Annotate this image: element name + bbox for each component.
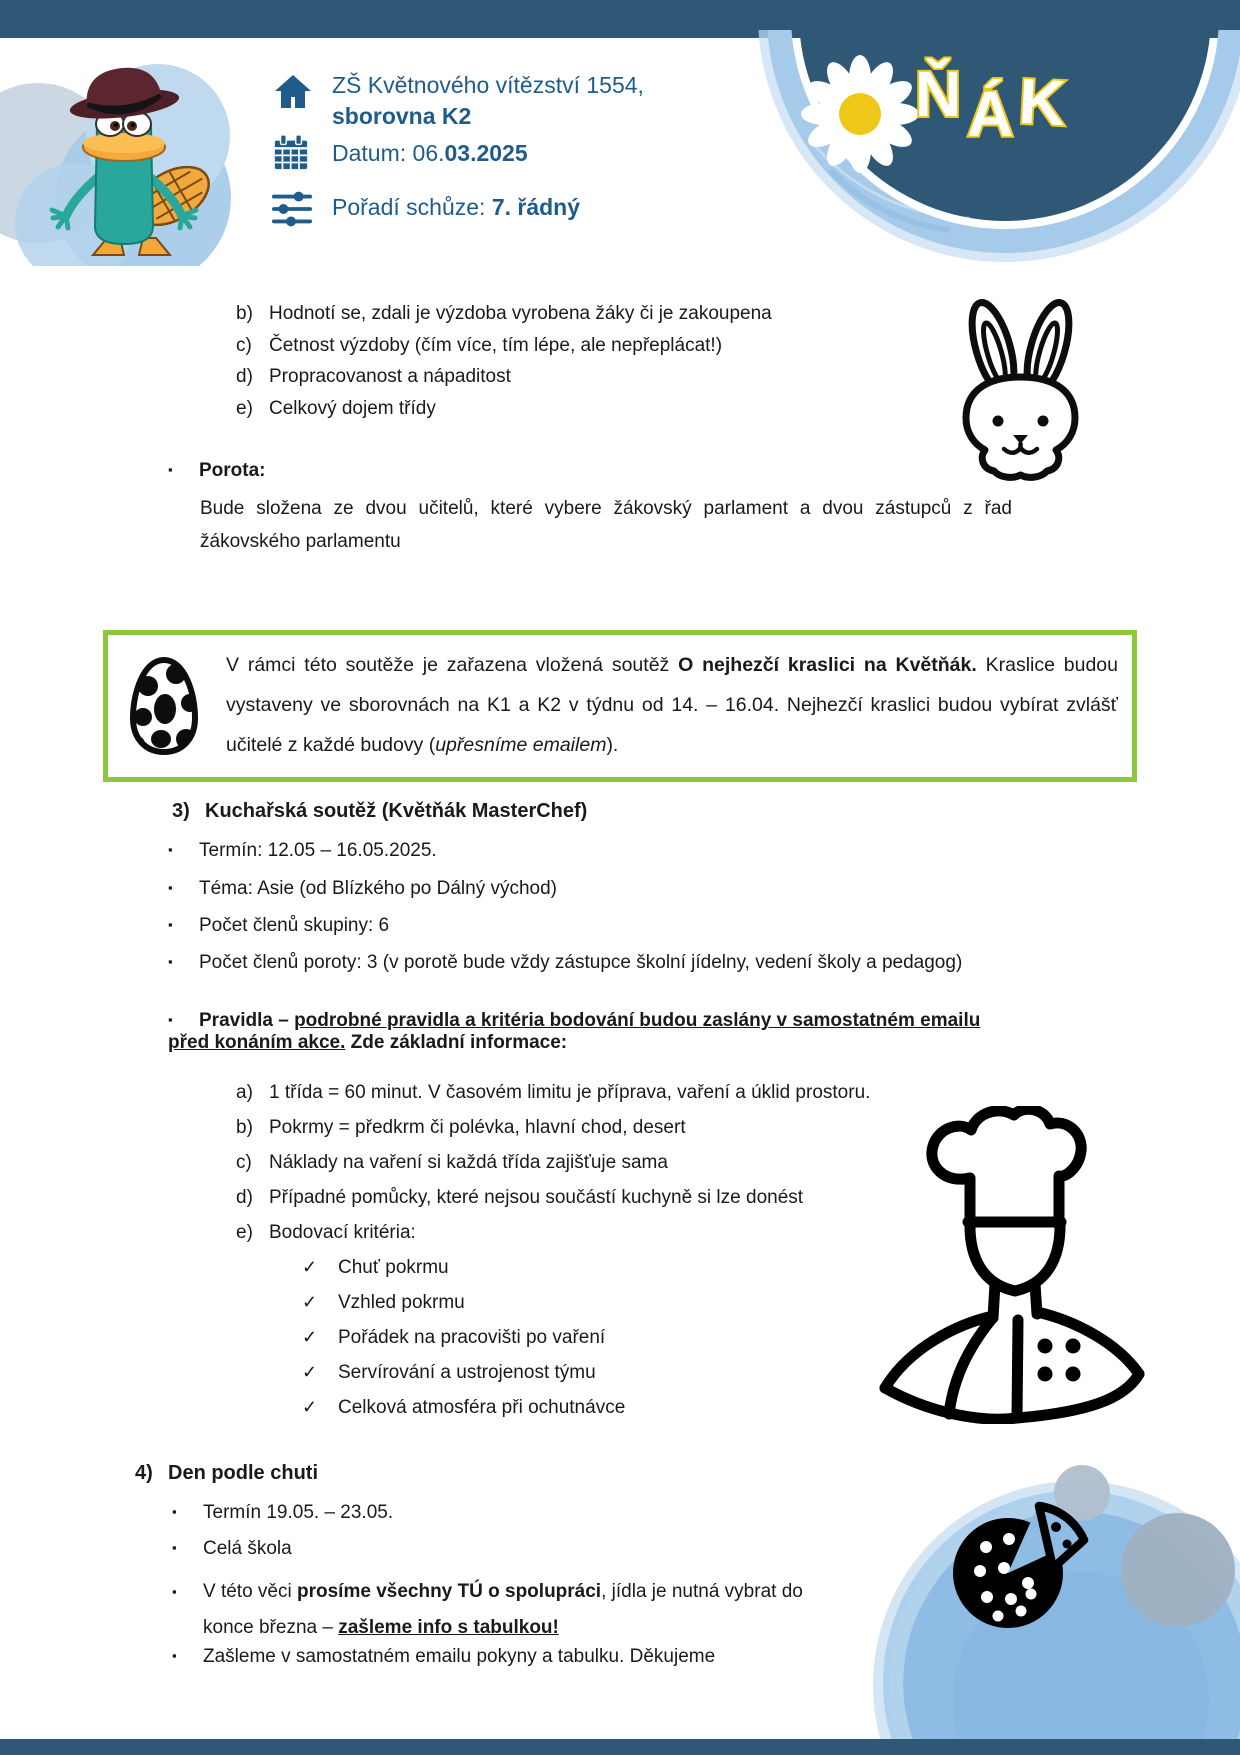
list-item [236,335,722,357]
info-item [236,1117,686,1139]
list-marker: c) [236,1152,252,1173]
list-item [236,303,772,325]
note-seg4: upřesníme emailem [435,734,607,756]
bullet-icon: ▪ [172,1648,177,1663]
note-seg5: ). [606,734,619,756]
criterion-item [302,1292,465,1314]
bullet-item [172,1646,715,1668]
bullet-item [172,1538,292,1560]
bullet-text: Téma: Asie (od Blízkého po Dálný východ) [199,878,558,899]
b3-seg2: prosíme všechny TÚ o spolupráci [297,1581,602,1602]
sliders-icon [271,188,313,230]
list-text: Hodnotí se, zdali je výzdoba vyrobena žáky či je zakoupena [269,303,772,324]
bullet-icon: ▪ [168,880,173,895]
list-item [236,398,436,420]
logo-letter-n: Ň [915,58,962,130]
criterion-text: Vzhled pokrmu [338,1292,465,1313]
chef-icon [865,1106,1165,1424]
check-icon: ✓ [302,1327,318,1347]
bullet-icon: ▪ [168,954,173,969]
list-marker: e) [236,1222,253,1243]
criterion-text: Chuť pokrmu [338,1257,449,1278]
order-prefix: Pořadí schůze: [332,194,492,220]
info-item [236,1082,870,1104]
date-prefix: Datum: 06. [332,140,445,166]
bullet-item [168,878,557,900]
bullet-item [172,1574,837,1646]
b3-seg1: V této věci [203,1581,297,1602]
section-number: 3) [172,800,190,822]
home-icon [273,72,313,112]
info-item [236,1152,668,1174]
pizza-blob [855,1398,1240,1755]
bullet-icon: ▪ [172,1504,177,1519]
criterion-item [302,1397,625,1419]
list-marker: d) [236,1187,253,1208]
bullet-text [203,1574,837,1646]
b3-seg3: , jídla je nutná vybrat do konce března – [203,1581,803,1638]
logo-letter-a: Á [967,78,1014,150]
info-item [236,1222,416,1244]
logo-letter-k: K [1017,64,1068,140]
info-item [236,1187,803,1209]
bullet-icon: ▪ [168,462,173,477]
bullet-item [168,952,962,974]
info-text: 1 třída = 60 minut. V časovém limitu je příprava, vaření a úklid prostoru. [269,1082,871,1103]
info-text: Pokrmy = předkrm či polévka, hlavní chod, desert [269,1117,686,1138]
list-marker: a) [236,1082,253,1103]
bunny-icon [948,290,1093,485]
porota-heading [168,460,266,482]
bullet-icon: ▪ [168,917,173,932]
info-text: Bodovací kritéria: [269,1222,416,1243]
school-address [332,70,644,132]
bottom-border-bar [0,1739,1240,1755]
bullet-text: Celá škola [203,1538,292,1559]
info-text: Případné pomůcky, které nejsou součástí kuchyně si lze donést [269,1187,804,1208]
list-marker: d) [236,366,253,387]
date-bold: 03.2025 [444,140,528,166]
bullet-icon: ▪ [172,1584,177,1599]
easter-note-box [103,630,1137,782]
easter-note-text [226,645,1118,765]
porota-body: Bude složena ze dvou učitelů, které vybere žákovský parlament a dvou zástupců z řad žákovského parlamentu [200,498,1012,552]
note-seg3: Kraslice budou vystaveny ve sborovnách na K1 a K2 v týdnu od 14. – 16.04. Nejhezčí kraslici budou vybírat zvlášť učitelé z každé budovy ( [226,654,1118,756]
porota-title: Porota: [199,460,266,481]
criterion-text: Pořádek na pracovišti po vaření [338,1327,606,1348]
meeting-date [332,138,528,169]
criterion-text: Servírování a ustrojenost týmu [338,1362,596,1383]
list-marker: b) [236,303,253,324]
list-text: Celkový dojem třídy [269,398,436,419]
bullet-icon: ▪ [172,1540,177,1555]
list-marker: b) [236,1117,253,1138]
check-icon: ✓ [302,1362,318,1382]
bullet-text: Počet členů poroty: 3 (v porotě bude vždy zástupce školní jídelny, vedení školy a pedagog) [199,952,963,973]
check-icon: ✓ [302,1257,318,1277]
platypus-mascot [0,48,240,266]
b3-seg4: zašleme info s tabulkou! [338,1617,559,1638]
bullet-text: Termín: 12.05 – 16.05.2025. [199,840,437,861]
rules-underlined: podrobné pravidla a kritéria bodování budou zaslány v samostatném emailu před konáním akce. [168,1010,981,1053]
note-seg2: O nejhezčí kraslici na Květňák. [678,654,977,676]
section3-heading [172,800,587,823]
bullet-icon: ▪ [168,842,173,857]
section-title: Den podle chuti [168,1462,318,1484]
criterion-item [302,1362,596,1384]
calendar-icon [272,133,310,173]
bullet-text: Zašleme v samostatném emailu pokyny a tabulku. Děkujeme [203,1646,716,1667]
list-marker: c) [236,335,252,356]
bullet-item [168,840,437,862]
school-line2: sborovna K2 [332,103,472,129]
bullet-text: Počet členů skupiny: 6 [199,915,390,936]
bullet-item [168,915,389,937]
bullet-icon: ▪ [168,1012,173,1027]
list-item [236,366,511,388]
bullet-text: Termín 19.05. – 23.05. [203,1502,394,1523]
criterion-item [302,1257,449,1279]
rules-tail: Zde základní informace: [345,1032,568,1053]
criterion-item [302,1327,605,1349]
bullet-item [172,1502,393,1524]
order-bold: 7. řádný [491,194,581,220]
note-seg1: V rámci této soutěže je zařazena vložená soutěž [226,654,679,676]
meeting-order [332,192,580,223]
section-number: 4) [135,1462,153,1484]
list-text: Propracovanost a nápaditost [269,366,511,387]
check-icon: ✓ [302,1292,318,1312]
section4-heading [135,1462,318,1485]
criterion-text: Celková atmosféra při ochutnávce [338,1397,626,1418]
logo-text [915,58,1068,150]
section-title: Kuchařská soutěž (Květňák MasterChef) [205,800,588,822]
school-line1: ZŠ Květnového vítězství 1554, [332,72,644,98]
info-text: Náklady na vaření si každá třída zajišťuje sama [269,1152,668,1173]
list-text: Četnost výzdoby (čím více, tím lépe, ale nepřeplácat!) [269,335,723,356]
rules-lead: Pravidla – [199,1010,295,1031]
list-marker: e) [236,398,253,419]
check-icon: ✓ [302,1397,318,1417]
easter-egg-icon [128,655,200,757]
